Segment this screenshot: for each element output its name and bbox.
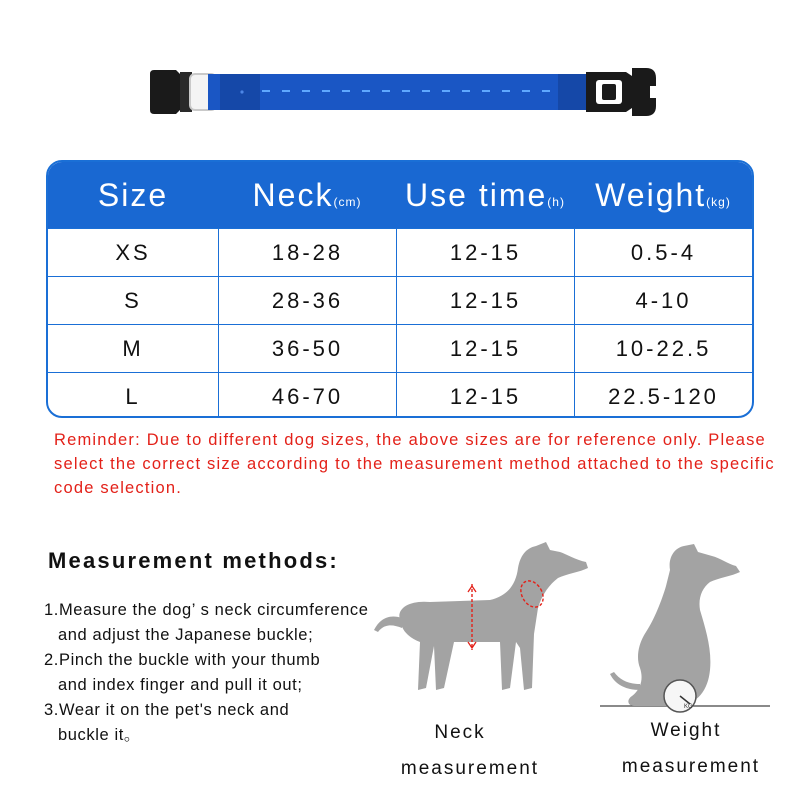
- header-label: Use time: [405, 176, 548, 213]
- cell-use-time: 12-15: [396, 373, 574, 418]
- neck-caption-line1: Neck: [434, 722, 486, 743]
- header-neck: [218, 177, 396, 214]
- cell-neck: 18-28: [218, 229, 396, 276]
- cell-size: M: [122, 335, 144, 361]
- table-row: [48, 276, 752, 324]
- cell-neck: 46-70: [218, 373, 396, 418]
- cell-neck: 36-50: [218, 325, 396, 372]
- header-unit: (cm): [333, 194, 362, 209]
- cell-weight: 10-22.5: [574, 325, 752, 372]
- header-weight: [574, 177, 752, 214]
- table-row: [48, 228, 752, 276]
- standing-dog-illustration: [370, 538, 600, 718]
- step-continuation: and adjust the Japanese buckle;: [58, 626, 314, 644]
- table-row: [48, 324, 752, 372]
- neck-caption-line2: measurement: [400, 758, 540, 779]
- cell-neck: 28-36: [218, 277, 396, 324]
- header-label: Size: [97, 176, 169, 213]
- list-item: [44, 598, 424, 648]
- scale-label: KG: [684, 704, 693, 710]
- step-continuation: buckle it。: [58, 726, 142, 744]
- table-row: [48, 372, 752, 418]
- header-label: Weight: [595, 176, 707, 213]
- step-first-line: 2.Pinch the buckle with your thumb: [44, 651, 321, 669]
- weight-caption-line2: measurement: [621, 756, 761, 777]
- cell-size: L: [125, 383, 141, 409]
- header-use-time: [396, 177, 574, 214]
- methods-title: Measurement methods:: [48, 548, 339, 573]
- step-first-line: 3.Wear it on the pet's neck and: [44, 701, 290, 719]
- left-buckle: [150, 70, 182, 114]
- cell-size: S: [124, 287, 142, 313]
- header-size: [48, 177, 218, 214]
- step-first-line: 1.Measure the dog’ s neck circumference: [44, 601, 369, 619]
- header-unit: (h): [547, 194, 565, 209]
- header-unit: (kg): [706, 194, 731, 209]
- cell-use-time: 12-15: [396, 325, 574, 372]
- table-header: [48, 162, 752, 228]
- cell-weight: 4-10: [574, 277, 752, 324]
- header-label: Neck: [252, 176, 334, 213]
- list-item: [44, 698, 424, 748]
- cell-weight: 0.5-4: [574, 229, 752, 276]
- methods-steps: [44, 598, 424, 748]
- cell-use-time: 12-15: [396, 229, 574, 276]
- cell-size: XS: [115, 239, 151, 265]
- cell-weight: 22.5-120: [574, 373, 752, 418]
- sitting-dog-illustration: [600, 540, 770, 720]
- weight-caption-line1: Weight: [650, 720, 722, 741]
- step-continuation: and index finger and pull it out;: [58, 676, 303, 694]
- size-table: [46, 160, 754, 418]
- reminder-text: Reminder: Due to different dog sizes, the above sizes are for reference only. Please select the correct size according to the measurement method attached to the specific code selection.: [54, 431, 775, 497]
- collar-illustration: [150, 62, 670, 122]
- list-item: [44, 648, 424, 698]
- cell-use-time: 12-15: [396, 277, 574, 324]
